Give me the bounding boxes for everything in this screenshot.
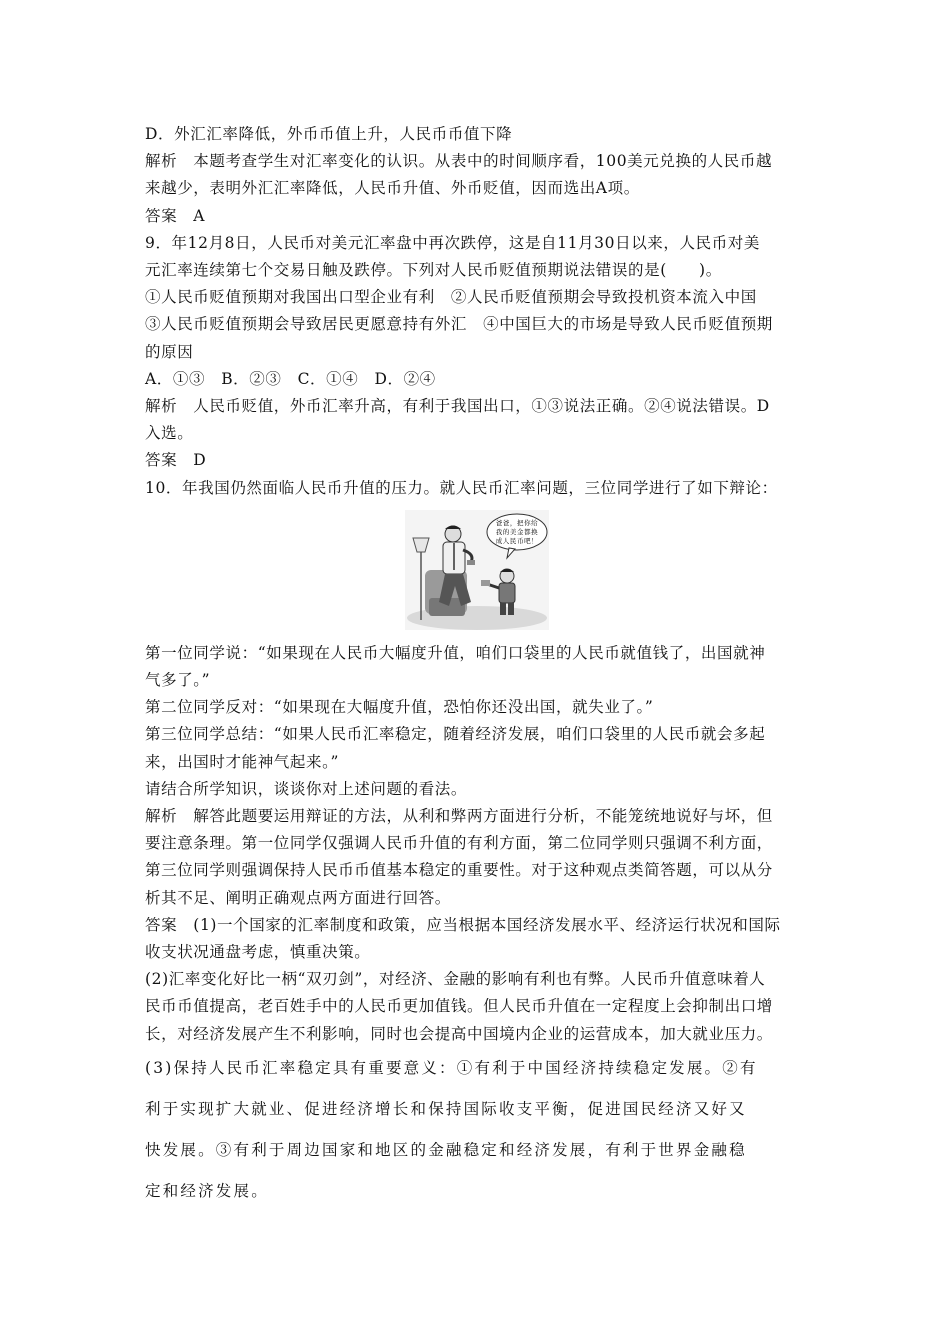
- answer-10-part-3-line-4: 定和经济发展。: [145, 1181, 269, 1200]
- answer-10-part-2-line-2: 民币币值提高，老百姓手中的人民币更加值钱。但人民币升值在一定程度上会抑制出口增: [145, 997, 773, 1016]
- question-9-line-2: 元汇率连续第七个交易日触及跌停。下列对人民币贬值预期说法错误的是( )。: [145, 261, 722, 280]
- document-body: [145, 121, 810, 1212]
- student-2-line: 第二位同学反对：“如果现在大幅度升值，恐怕你还没出国，就失业了。”: [145, 698, 654, 717]
- answer-10-part-2-line-3: 长，对经济发展产生不利影响，同时也会提高中国境内企业的运营成本，加大就业压力。: [145, 1024, 773, 1043]
- answer-10-part-1-line-2: 收支状况通盘考虑，慎重决策。: [145, 943, 371, 962]
- father-son-cartoon-image: [405, 510, 549, 630]
- answer-10-part-3-line-2: 利于实现扩大就业、促进经济增长和保持国际收支平衡，促进国民经济又好又: [145, 1099, 747, 1118]
- question-9-line-1: 9．年12月8日，人民币对美元汇率盘中再次跌停，这是自11月30日以来，人民币对美: [145, 233, 760, 252]
- analysis-9-line-1: 解析 人民币贬值，外币汇率升高，有利于我国出口，①③说法正确。②④说法错误。D: [145, 397, 770, 416]
- student-3-line-1: 第三位同学总结：“如果人民币汇率稳定，随着经济发展，咱们口袋里的人民币就会多起: [145, 725, 766, 744]
- answer-9: 答案 D: [145, 451, 207, 470]
- student-3-line-2: 来，出国时才能神气起来。”: [145, 752, 339, 771]
- student-1-line-1: 第一位同学说：“如果现在人民币大幅度升值，咱们口袋里的人民币就值钱了，出国就神: [145, 643, 766, 662]
- question-9-statements-1: ①人民币贬值预期对我国出口型企业有利 ②人民币贬值预期会导致投机资本流入中国: [145, 288, 757, 307]
- bubble-text-line-3: 成人民币吧！: [495, 536, 539, 545]
- analysis-9-line-2: 入选。: [145, 424, 194, 443]
- bubble-text-line-1: 爸爸，把你给: [495, 518, 539, 527]
- analysis-8-line-2: 来越少，表明外汇汇率降低，人民币升值、外币贬值，因而选出A项。: [145, 179, 640, 198]
- answer-10-part-1-line-1: 答案 (1)一个国家的汇率制度和政策，应当根据本国经济发展水平、经济运行状况和国际: [145, 915, 781, 934]
- answer-10-part-3-line-1: (3)保持人民币汇率稳定具有重要意义：①有利于中国经济持续稳定发展。②有: [145, 1058, 758, 1077]
- student-1-line-2: 气多了。”: [145, 671, 211, 690]
- question-9-statements-3: 的原因: [145, 342, 194, 361]
- answer-8: 答案 A: [145, 206, 206, 225]
- analysis-10-line-3: 第三位同学则强调保持人民币币值基本稳定的重要性。对于这种观点类简答题，可以从分: [145, 861, 773, 880]
- option-d-line: D．外汇汇率降低，外币币值上升，人民币币值下降: [145, 125, 513, 143]
- question-10-prompt: 请结合所学知识，谈谈你对上述问题的看法。: [145, 779, 468, 798]
- bubble-text-line-2: 我的美金都换: [495, 527, 539, 536]
- answer-10-part-3-line-3: 快发展。③有利于周边国家和地区的金融稳定和经济发展，有利于世界金融稳: [145, 1140, 747, 1159]
- analysis-10-line-4: 析其不足、阐明正确观点两方面进行回答。: [145, 888, 451, 907]
- answer-10-part-2-line-1: (2)汇率变化好比一柄“双刃剑”，对经济、金融的影响有利也有弊。人民币升值意味着人: [145, 970, 766, 989]
- cartoon-figure: [145, 506, 810, 636]
- analysis-10-line-2: 要注意条理。第一位同学仅强调人民币升值的有利方面，第二位同学则只强调不利方面，: [145, 834, 773, 853]
- question-10-line-1: 10．年我国仍然面临人民币升值的压力。就人民币汇率问题，三位同学进行了如下辩论：: [145, 478, 778, 497]
- analysis-10-line-1: 解析 解答此题要运用辩证的方法，从利和弊两方面进行分析，不能笼统地说好与坏，但: [145, 807, 773, 826]
- question-9-statements-2: ③人民币贬值预期会导致居民更愿意持有外汇 ④中国巨大的市场是导致人民币贬值预期: [145, 315, 773, 334]
- question-9-options: A．①③ B．②③ C．①④ D．②④: [145, 369, 436, 388]
- analysis-8-line-1: 解析 本题考查学生对汇率变化的认识。从表中的时间顺序看，100美元兑换的人民币越: [145, 152, 773, 171]
